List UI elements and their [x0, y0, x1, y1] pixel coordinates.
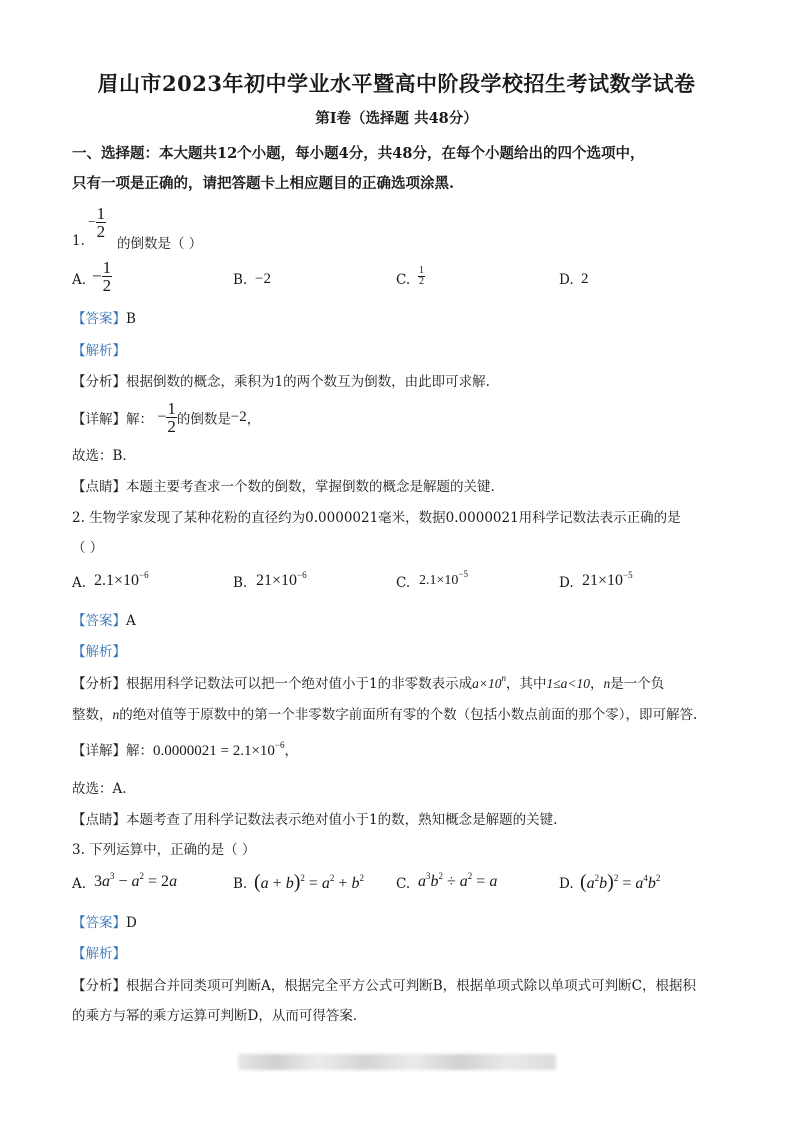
q3-analysis-tag: 【解析】 [72, 946, 126, 962]
q1-option-d: 2 [581, 271, 589, 287]
q1-option-a-label: A. [72, 272, 87, 288]
q2-option-c-label: C. [396, 575, 411, 591]
q2-detail: 【详解】解：$0.0000021 = 2.1\times 10^{-6}$， [72, 740, 298, 759]
q2-stem-line1: 2. 生物学家发现了某种花粉的直径约为0.0000021毫米，数据0.0000021用科学记数法表示正确的是 [72, 510, 681, 526]
q1-option-a: − $\frac{1}{2}$ [92, 258, 112, 295]
page-title: 眉山市2023年初中学业水平暨高中阶段学校招生考试数学试卷 [97, 71, 696, 96]
q1-analysis-tag: 【解析】 [72, 343, 126, 359]
q1-option-c-label: C. [396, 272, 411, 288]
page-subtitle: 第I卷（选择题 共48分） [315, 110, 478, 127]
q1-comment: 【点睛】本题主要考查求一个数的倒数，掌握倒数的概念是解题的关键. [72, 479, 495, 495]
q3-stem: 3. 下列运算中，正确的是（ ） [72, 842, 256, 858]
section-instructions-line1: 一、选择题：本大题共12个小题，每小题4分，共48分，在每个小题给出的四个选项中， [72, 145, 645, 162]
q3-fenxi-line2: 的乘方与幂的乘方运算可判断D，从而可得答案. [72, 1008, 358, 1024]
blurred-footer-watermark [238, 1054, 556, 1070]
section-instructions-line2: 只有一项是正确的，请把答题卡上相应题目的正确选项涂黑. [72, 175, 455, 192]
q3-fenxi-line1: 【分析】根据合并同类项可判断A，根据完全平方公式可判断B，根据单项式除以单项式可判断C，根据积 [72, 978, 696, 994]
q2-stem-line2: （ ） [72, 540, 104, 556]
q2-option-d: $21\times 10^{-5}$ [582, 570, 633, 589]
q3-option-d-label: D. [559, 876, 574, 892]
q3-option-b-label: B. [233, 876, 248, 892]
q1-option-b: −2 [255, 271, 271, 287]
q2-option-a-label: A. [72, 575, 87, 591]
q1-option-d-label: D. [559, 272, 574, 288]
q1-option-c: $\frac{1}{2}$ [419, 265, 424, 287]
q3-option-a-label: A. [72, 876, 87, 892]
q1-answer: 【答案】B [72, 311, 136, 327]
q3-answer: 【答案】D [72, 915, 137, 931]
q1-stem-text: 的倒数是（ ） [117, 236, 203, 252]
q3-option-a: $3a^3 - a^2 = 2a$ [94, 871, 178, 890]
q2-option-b: $21\times 10^{-6}$ [256, 570, 307, 589]
q3-option-b: $(a + b)^2 = a^2 + b^2$ [254, 871, 364, 893]
q1-number: 1. [72, 233, 85, 249]
q2-choose: 故选：A. [72, 781, 127, 797]
q1-detail: 【详解】解： − $\frac{1}{2}$ 的倒数是−2， [72, 399, 261, 436]
q2-answer: 【答案】A [72, 613, 136, 629]
q2-fenxi-line1: 【分析】根据用科学记数法可以把一个绝对值小于1的非零数表示成$a\times 10^n$，其中1≤a<10，n是一个负 [72, 673, 665, 692]
q2-option-d-label: D. [559, 575, 574, 591]
q1-fenxi: 【分析】根据倒数的概念，乘积为1的两个数互为倒数，由此即可求解. [72, 374, 490, 390]
q3-option-c: $a^3b^2 \div a^2 = a$ [418, 871, 498, 890]
q2-fenxi-line2: 整数，n的绝对值等于原数中的第一个非零数字前面所有零的个数（包括小数点前面的那个零），即可解答. [72, 707, 698, 723]
q2-comment: 【点睛】本题考查了用科学记数法表示绝对值小于1的数，熟知概念是解题的关键. [72, 812, 558, 828]
q2-analysis-tag: 【解析】 [72, 644, 126, 660]
q1-option-b-label: B. [233, 272, 248, 288]
q2-option-b-label: B. [233, 575, 248, 591]
q2-option-c: $2.1\times 10^{-5}$ [419, 569, 468, 588]
q3-option-c-label: C. [396, 876, 411, 892]
q1-choose: 故选：B． [72, 448, 136, 464]
q1-fraction-stem: − $\frac{1}{2}$ [88, 204, 106, 241]
q2-option-a: $2.1\times 10^{-6}$ [94, 570, 149, 589]
q3-option-d: $(a^2b)^2 = a^4b^2$ [580, 871, 661, 893]
